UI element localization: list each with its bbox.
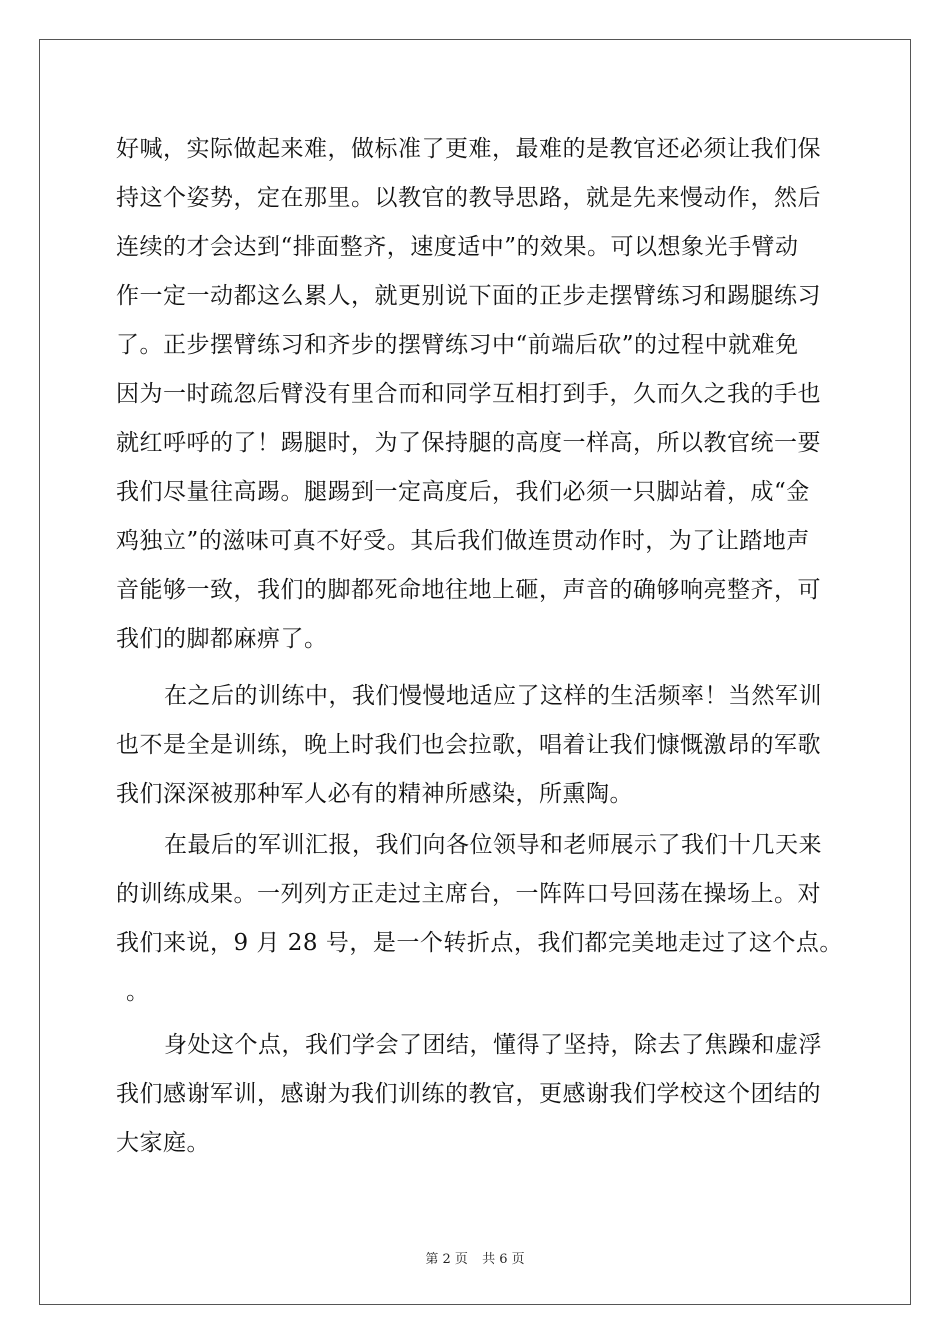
page-total: 共 6 页: [482, 1252, 525, 1267]
text-line: 好喊，实际做起来难，做标准了更难，最难的是教官还必须让我们保: [116, 136, 821, 162]
text-line: 因为一时疏忽后臂没有里合而和同学互相打到手，久而久之我的手也: [116, 381, 821, 407]
text-line: 我们来说，9 月 28 号，是一个转折点，我们都完美地走过了这个点。: [116, 930, 843, 956]
text-line: 也不是全是训练，晚上时我们也会拉歌，唱着让我们慷慨激昂的军歌: [116, 732, 821, 758]
text-line: 就红呼呼的了！踢腿时，为了保持腿的高度一样高，所以教官统一要: [116, 430, 821, 456]
text-line: 鸡独立”的滋味可真不好受。其后我们做连贯动作时，为了让踏地声: [116, 528, 810, 554]
text-line: 我们的脚都麻痹了。: [116, 626, 328, 652]
text-line: 在之后的训练中，我们慢慢地适应了这样的生活频率！当然军训: [164, 683, 822, 709]
text-line: 我们感谢军训，感谢为我们训练的教官，更感谢我们学校这个团结的: [116, 1081, 821, 1107]
text-line: 身处这个点，我们学会了团结，懂得了坚持，除去了焦躁和虚浮: [164, 1032, 822, 1058]
text-line: 我们尽量往高踢。腿踢到一定高度后，我们必须一只脚站着，成“金: [116, 479, 810, 505]
page-footer: [0, 1248, 950, 1267]
page-number: 第 2 页: [425, 1252, 468, 1267]
text-line: 作一定一动都这么累人，就更别说下面的正步走摆臂练习和踢腿练习: [116, 283, 821, 309]
text-line: 。: [126, 979, 150, 1005]
text-line: 持这个姿势，定在那里。以教官的教导思路，就是先来慢动作，然后: [116, 185, 821, 211]
text-line: 音能够一致，我们的脚都死命地往地上砸，声音的确够响亮整齐，可: [116, 577, 821, 603]
text-line: 大家庭。: [116, 1130, 210, 1156]
page-border: [39, 39, 911, 1305]
text-line: 的训练成果。一列列方正走过主席台，一阵阵口号回荡在操场上。对: [116, 881, 821, 907]
text-line: 在最后的军训汇报，我们向各位领导和老师展示了我们十几天来: [164, 832, 822, 858]
text-line: 连续的才会达到“排面整齐，速度适中”的效果。可以想象光手臂动: [116, 234, 799, 260]
text-line: 了。正步摆臂练习和齐步的摆臂练习中“前端后砍”的过程中就难免: [116, 332, 799, 358]
text-line: 我们深深被那种军人必有的精神所感染，所熏陶。: [116, 781, 633, 807]
